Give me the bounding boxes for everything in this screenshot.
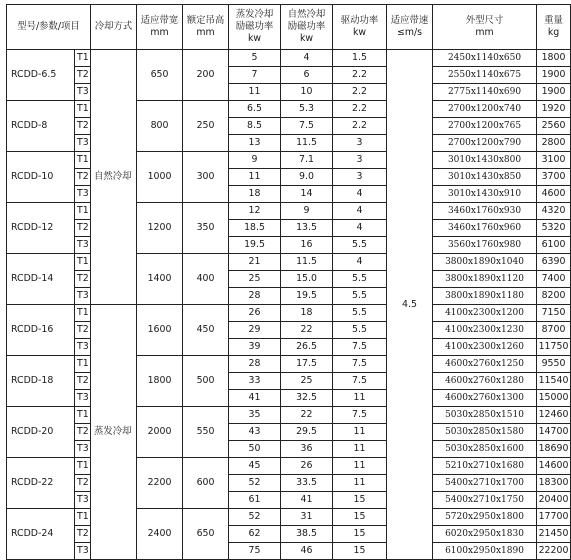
natural-power-cell: 15.0 bbox=[281, 271, 333, 288]
header-evaporative-power bbox=[229, 5, 281, 50]
weight-cell: 8700 bbox=[537, 322, 571, 339]
dimensions-cell: 5400x2710x1750 bbox=[433, 492, 537, 509]
weight-cell: 12460 bbox=[537, 407, 571, 424]
hoist-height-cell: 550 bbox=[183, 407, 229, 458]
natural-power-cell: 22 bbox=[281, 322, 333, 339]
tier-cell: T3 bbox=[75, 441, 91, 458]
tier-cell: T1 bbox=[75, 152, 91, 169]
hoist-height-cell: 600 bbox=[183, 458, 229, 509]
header-natural-power-text: 自然冷却 励磁功率 kw bbox=[287, 9, 326, 44]
weight-cell: 15000 bbox=[537, 390, 571, 407]
evaporative-power-cell: 8.5 bbox=[229, 118, 281, 135]
natural-power-cell: 41 bbox=[281, 492, 333, 509]
header-hoist-height bbox=[183, 5, 229, 50]
dimensions-cell: 2775x1140x690 bbox=[433, 84, 537, 101]
model-cell: RCDD-12 bbox=[7, 203, 75, 254]
header-belt-width-text: 适应带宽 mm bbox=[140, 15, 179, 38]
dimensions-cell: 2700x1200x740 bbox=[433, 101, 537, 118]
weight-cell: 1900 bbox=[537, 84, 571, 101]
drive-power-cell: 5.5 bbox=[333, 288, 387, 305]
dimensions-cell: 4600x2760x1250 bbox=[433, 356, 537, 373]
evaporative-power-cell: 62 bbox=[229, 526, 281, 543]
natural-power-cell: 7.1 bbox=[281, 152, 333, 169]
hoist-height-cell: 400 bbox=[183, 254, 229, 305]
dimensions-cell: 2450x1140x650 bbox=[433, 50, 537, 67]
natural-power-cell: 13.5 bbox=[281, 220, 333, 237]
natural-power-cell: 19.5 bbox=[281, 288, 333, 305]
dimensions-cell: 2700x1200x790 bbox=[433, 135, 537, 152]
dimensions-cell: 3010x1430x910 bbox=[433, 186, 537, 203]
natural-power-cell: 7.5 bbox=[281, 118, 333, 135]
header-drive-power-text: 驱动功率 kw bbox=[340, 15, 379, 38]
weight-cell: 7400 bbox=[537, 271, 571, 288]
evaporative-power-cell: 11 bbox=[229, 84, 281, 101]
evaporative-power-cell: 19.5 bbox=[229, 237, 281, 254]
drive-power-cell: 3 bbox=[333, 135, 387, 152]
weight-cell: 6100 bbox=[537, 237, 571, 254]
dimensions-cell: 3560x1760x980 bbox=[433, 237, 537, 254]
drive-power-cell: 3 bbox=[333, 152, 387, 169]
evaporative-power-cell: 11 bbox=[229, 169, 281, 186]
weight-cell: 21450 bbox=[537, 526, 571, 543]
natural-power-cell: 32.5 bbox=[281, 390, 333, 407]
tier-cell: T3 bbox=[75, 339, 91, 356]
weight-cell: 1900 bbox=[537, 67, 571, 84]
dimensions-cell: 6020x2950x1830 bbox=[433, 526, 537, 543]
weight-cell: 8200 bbox=[537, 288, 571, 305]
belt-width-cell: 1600 bbox=[137, 305, 183, 356]
dimensions-cell: 5030x2850x1510 bbox=[433, 407, 537, 424]
tier-cell: T1 bbox=[75, 203, 91, 220]
belt-width-cell: 2000 bbox=[137, 407, 183, 458]
evaporative-power-cell: 35 bbox=[229, 407, 281, 424]
dimensions-cell: 3800x1890x1120 bbox=[433, 271, 537, 288]
tier-cell: T2 bbox=[75, 271, 91, 288]
dimensions-cell: 3460x1760x930 bbox=[433, 203, 537, 220]
natural-power-cell: 29.5 bbox=[281, 424, 333, 441]
natural-power-cell: 6 bbox=[281, 67, 333, 84]
dimensions-cell: 5210x2710x1680 bbox=[433, 458, 537, 475]
evaporative-power-cell: 39 bbox=[229, 339, 281, 356]
drive-power-cell: 2.2 bbox=[333, 84, 387, 101]
evaporative-power-cell: 7 bbox=[229, 67, 281, 84]
drive-power-cell: 5.5 bbox=[333, 237, 387, 254]
evaporative-power-cell: 25 bbox=[229, 271, 281, 288]
tier-cell: T3 bbox=[75, 492, 91, 509]
tier-cell: T3 bbox=[75, 186, 91, 203]
natural-power-cell: 31 bbox=[281, 509, 333, 526]
natural-power-cell: 25 bbox=[281, 373, 333, 390]
weight-cell: 7150 bbox=[537, 305, 571, 322]
model-cell: RCDD-18 bbox=[7, 356, 75, 407]
table-row bbox=[7, 305, 571, 322]
natural-power-cell: 22 bbox=[281, 407, 333, 424]
evaporative-power-cell: 13 bbox=[229, 135, 281, 152]
model-cell: RCDD-8 bbox=[7, 101, 75, 152]
dimensions-cell: 4100x2300x1230 bbox=[433, 322, 537, 339]
header-belt-width bbox=[137, 5, 183, 50]
natural-power-cell: 18 bbox=[281, 305, 333, 322]
evaporative-power-cell: 45 bbox=[229, 458, 281, 475]
table-row bbox=[7, 50, 571, 67]
belt-width-cell: 2400 bbox=[137, 509, 183, 560]
tier-cell: T1 bbox=[75, 407, 91, 424]
tier-cell: T2 bbox=[75, 67, 91, 84]
header-evaporative-power-text: 蒸发冷却 励磁功率 kw bbox=[235, 9, 274, 44]
weight-cell: 14700 bbox=[537, 424, 571, 441]
evaporative-power-cell: 18.5 bbox=[229, 220, 281, 237]
tier-cell: T1 bbox=[75, 356, 91, 373]
weight-cell: 4320 bbox=[537, 203, 571, 220]
natural-power-cell: 5.3 bbox=[281, 101, 333, 118]
natural-power-cell: 9 bbox=[281, 203, 333, 220]
weight-cell: 1800 bbox=[537, 50, 571, 67]
header-model bbox=[7, 5, 91, 50]
natural-power-cell: 16 bbox=[281, 237, 333, 254]
weight-cell: 14600 bbox=[537, 458, 571, 475]
weight-cell: 11750 bbox=[537, 339, 571, 356]
evaporative-power-cell: 9 bbox=[229, 152, 281, 169]
header-cooling bbox=[91, 5, 137, 50]
evaporative-power-cell: 52 bbox=[229, 475, 281, 492]
model-cell: RCDD-14 bbox=[7, 254, 75, 305]
natural-power-cell: 4 bbox=[281, 50, 333, 67]
dimensions-cell: 4100x2300x1200 bbox=[433, 305, 537, 322]
dimensions-cell: 5720x2950x1800 bbox=[433, 509, 537, 526]
weight-cell: 20400 bbox=[537, 492, 571, 509]
evaporative-power-cell: 5 bbox=[229, 50, 281, 67]
drive-power-cell: 4 bbox=[333, 203, 387, 220]
tier-cell: T3 bbox=[75, 390, 91, 407]
drive-power-cell: 7.5 bbox=[333, 407, 387, 424]
belt-width-cell: 800 bbox=[137, 101, 183, 152]
dimensions-cell: 4100x2300x1260 bbox=[433, 339, 537, 356]
dimensions-cell: 3010x1430x800 bbox=[433, 152, 537, 169]
tier-cell: T2 bbox=[75, 169, 91, 186]
weight-cell: 18300 bbox=[537, 475, 571, 492]
spec-table bbox=[6, 4, 571, 560]
header-dimensions-text: 外型尺寸 mm bbox=[465, 15, 504, 38]
drive-power-cell: 4 bbox=[333, 220, 387, 237]
natural-power-cell: 14 bbox=[281, 186, 333, 203]
evaporative-power-cell: 61 bbox=[229, 492, 281, 509]
weight-cell: 9550 bbox=[537, 356, 571, 373]
drive-power-cell: 11 bbox=[333, 424, 387, 441]
drive-power-cell: 2.2 bbox=[333, 101, 387, 118]
natural-power-cell: 38.5 bbox=[281, 526, 333, 543]
header-hoist-height-text: 额定吊高 mm bbox=[186, 15, 225, 38]
hoist-height-cell: 500 bbox=[183, 356, 229, 407]
weight-cell: 1920 bbox=[537, 101, 571, 118]
weight-cell: 17700 bbox=[537, 509, 571, 526]
tier-cell: T3 bbox=[75, 84, 91, 101]
drive-power-cell: 15 bbox=[333, 543, 387, 560]
natural-power-cell: 26.5 bbox=[281, 339, 333, 356]
natural-power-cell: 9.0 bbox=[281, 169, 333, 186]
belt-width-cell: 1000 bbox=[137, 152, 183, 203]
hoist-height-cell: 650 bbox=[183, 509, 229, 560]
tier-cell: T2 bbox=[75, 373, 91, 390]
drive-power-cell: 1.5 bbox=[333, 50, 387, 67]
weight-cell: 2800 bbox=[537, 135, 571, 152]
hoist-height-cell: 350 bbox=[183, 203, 229, 254]
drive-power-cell: 7.5 bbox=[333, 373, 387, 390]
cooling-natural-cell: 自然冷却 bbox=[91, 50, 137, 305]
drive-power-cell: 4 bbox=[333, 254, 387, 271]
dimensions-cell: 2700x1200x765 bbox=[433, 118, 537, 135]
natural-power-cell: 10 bbox=[281, 84, 333, 101]
natural-power-cell: 33.5 bbox=[281, 475, 333, 492]
tier-cell: T2 bbox=[75, 220, 91, 237]
evaporative-power-cell: 21 bbox=[229, 254, 281, 271]
tier-cell: T2 bbox=[75, 118, 91, 135]
drive-power-cell: 5.5 bbox=[333, 322, 387, 339]
drive-power-cell: 4 bbox=[333, 186, 387, 203]
header-row bbox=[7, 5, 571, 50]
drive-power-cell: 15 bbox=[333, 509, 387, 526]
tier-cell: T2 bbox=[75, 322, 91, 339]
belt-width-cell: 1800 bbox=[137, 356, 183, 407]
belt-width-cell: 1200 bbox=[137, 203, 183, 254]
header-cooling-text: 冷却方式 bbox=[94, 21, 133, 32]
evaporative-power-cell: 28 bbox=[229, 288, 281, 305]
evaporative-power-cell: 50 bbox=[229, 441, 281, 458]
dimensions-cell: 4600x2760x1280 bbox=[433, 373, 537, 390]
dimensions-cell: 2550x1140x675 bbox=[433, 67, 537, 84]
drive-power-cell: 7.5 bbox=[333, 339, 387, 356]
model-cell: RCDD-10 bbox=[7, 152, 75, 203]
natural-power-cell: 17.5 bbox=[281, 356, 333, 373]
weight-cell: 3700 bbox=[537, 169, 571, 186]
evaporative-power-cell: 43 bbox=[229, 424, 281, 441]
dimensions-cell: 3010x1430x850 bbox=[433, 169, 537, 186]
dimensions-cell: 4600x2760x1300 bbox=[433, 390, 537, 407]
hoist-height-cell: 250 bbox=[183, 101, 229, 152]
drive-power-cell: 11 bbox=[333, 441, 387, 458]
dimensions-cell: 5030x2850x1580 bbox=[433, 424, 537, 441]
tier-cell: T1 bbox=[75, 254, 91, 271]
weight-cell: 6390 bbox=[537, 254, 571, 271]
dimensions-cell: 5030x2850x1600 bbox=[433, 441, 537, 458]
evaporative-power-cell: 33 bbox=[229, 373, 281, 390]
cooling-evaporative-cell: 蒸发冷却 bbox=[91, 305, 137, 560]
drive-power-cell: 5.5 bbox=[333, 305, 387, 322]
hoist-height-cell: 200 bbox=[183, 50, 229, 101]
header-belt-speed-text: 适应带速 ≤m/s bbox=[390, 15, 429, 38]
tier-cell: T3 bbox=[75, 288, 91, 305]
evaporative-power-cell: 41 bbox=[229, 390, 281, 407]
weight-cell: 18690 bbox=[537, 441, 571, 458]
tier-cell: T1 bbox=[75, 305, 91, 322]
evaporative-power-cell: 6.5 bbox=[229, 101, 281, 118]
drive-power-cell: 15 bbox=[333, 526, 387, 543]
model-cell: RCDD-20 bbox=[7, 407, 75, 458]
weight-cell: 3100 bbox=[537, 152, 571, 169]
weight-cell: 22200 bbox=[537, 543, 571, 560]
model-cell: RCDD-6.5 bbox=[7, 50, 75, 101]
evaporative-power-cell: 28 bbox=[229, 356, 281, 373]
natural-power-cell: 11.5 bbox=[281, 135, 333, 152]
drive-power-cell: 5.5 bbox=[333, 271, 387, 288]
tier-cell: T1 bbox=[75, 50, 91, 67]
header-drive-power bbox=[333, 5, 387, 50]
evaporative-power-cell: 75 bbox=[229, 543, 281, 560]
tier-cell: T3 bbox=[75, 543, 91, 560]
tier-cell: T3 bbox=[75, 237, 91, 254]
model-cell: RCDD-22 bbox=[7, 458, 75, 509]
header-weight bbox=[537, 5, 571, 50]
belt-width-cell: 1400 bbox=[137, 254, 183, 305]
natural-power-cell: 36 bbox=[281, 441, 333, 458]
tier-cell: T2 bbox=[75, 424, 91, 441]
evaporative-power-cell: 18 bbox=[229, 186, 281, 203]
belt-speed-cell: 4.5 bbox=[387, 50, 433, 560]
natural-power-cell: 46 bbox=[281, 543, 333, 560]
natural-power-cell: 26 bbox=[281, 458, 333, 475]
evaporative-power-cell: 26 bbox=[229, 305, 281, 322]
drive-power-cell: 3 bbox=[333, 169, 387, 186]
hoist-height-cell: 450 bbox=[183, 305, 229, 356]
tier-cell: T1 bbox=[75, 458, 91, 475]
tier-cell: T3 bbox=[75, 135, 91, 152]
tier-cell: T2 bbox=[75, 475, 91, 492]
drive-power-cell: 7.5 bbox=[333, 356, 387, 373]
drive-power-cell: 11 bbox=[333, 475, 387, 492]
evaporative-power-cell: 12 bbox=[229, 203, 281, 220]
weight-cell: 5320 bbox=[537, 220, 571, 237]
model-cell: RCDD-16 bbox=[7, 305, 75, 356]
tier-cell: T2 bbox=[75, 526, 91, 543]
header-weight-text: 重量 kg bbox=[544, 15, 563, 38]
drive-power-cell: 11 bbox=[333, 458, 387, 475]
tier-cell: T1 bbox=[75, 101, 91, 118]
header-dimensions bbox=[433, 5, 537, 50]
header-belt-speed bbox=[387, 5, 433, 50]
header-model-text: 型号/参数/项目 bbox=[17, 21, 80, 32]
belt-width-cell: 650 bbox=[137, 50, 183, 101]
model-cell: RCDD-24 bbox=[7, 509, 75, 560]
hoist-height-cell: 300 bbox=[183, 152, 229, 203]
dimensions-cell: 6100x2950x1890 bbox=[433, 543, 537, 560]
dimensions-cell: 3800x1890x1180 bbox=[433, 288, 537, 305]
dimensions-cell: 3800x1890x1040 bbox=[433, 254, 537, 271]
tier-cell: T1 bbox=[75, 509, 91, 526]
header-natural-power bbox=[281, 5, 333, 50]
drive-power-cell: 15 bbox=[333, 492, 387, 509]
dimensions-cell: 3460x1760x960 bbox=[433, 220, 537, 237]
belt-width-cell: 2200 bbox=[137, 458, 183, 509]
evaporative-power-cell: 52 bbox=[229, 509, 281, 526]
drive-power-cell: 2.2 bbox=[333, 67, 387, 84]
drive-power-cell: 11 bbox=[333, 390, 387, 407]
weight-cell: 11540 bbox=[537, 373, 571, 390]
weight-cell: 4600 bbox=[537, 186, 571, 203]
drive-power-cell: 2.2 bbox=[333, 118, 387, 135]
evaporative-power-cell: 29 bbox=[229, 322, 281, 339]
natural-power-cell: 11.5 bbox=[281, 254, 333, 271]
dimensions-cell: 5400x2710x1700 bbox=[433, 475, 537, 492]
weight-cell: 2560 bbox=[537, 118, 571, 135]
